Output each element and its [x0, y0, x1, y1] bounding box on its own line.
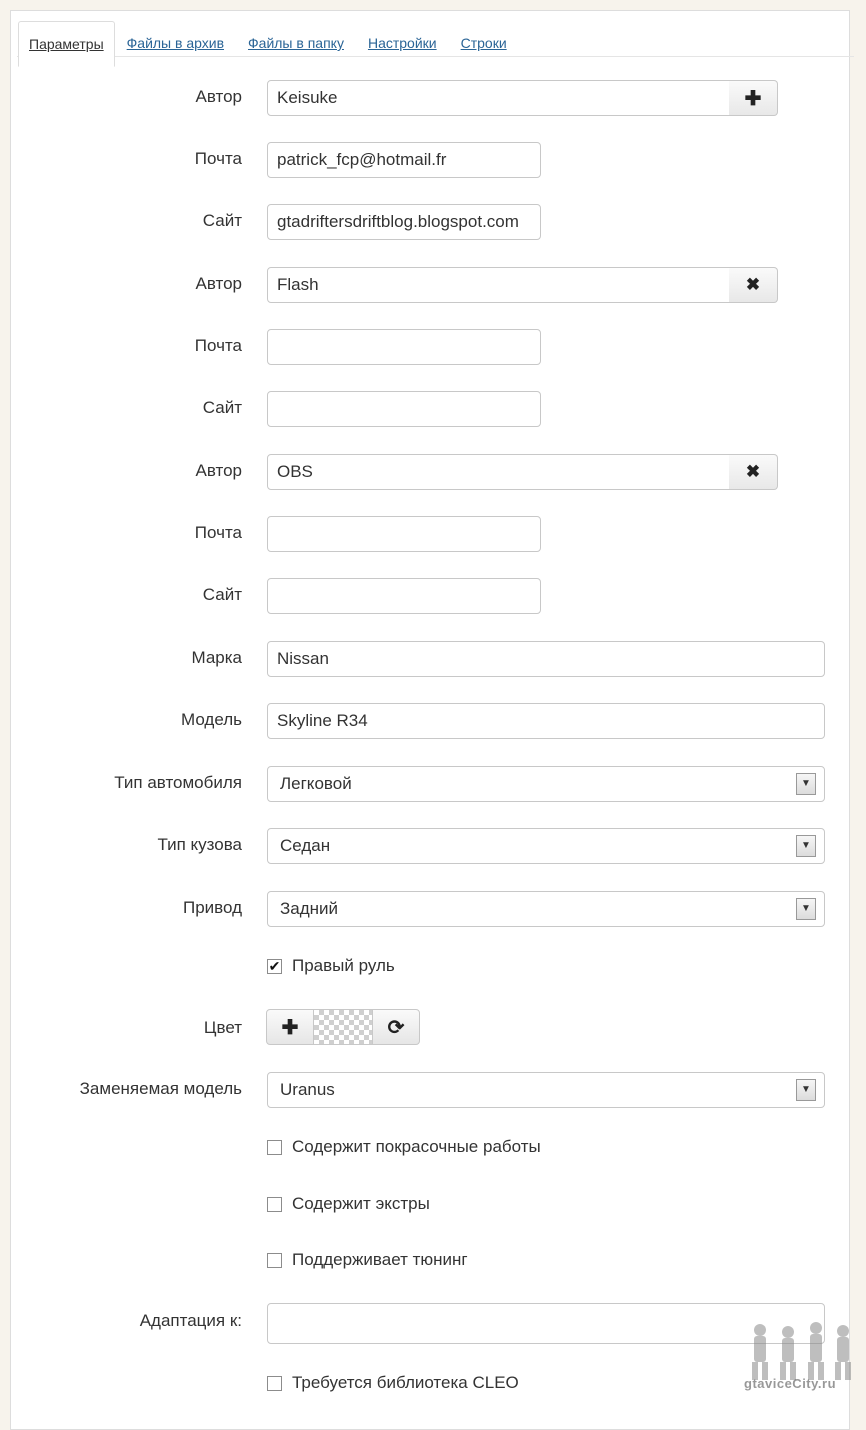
drive-select[interactable]: [267, 891, 825, 927]
site-label: Сайт: [202, 585, 242, 604]
brand-label: Марка: [191, 648, 242, 667]
site-input[interactable]: gtadriftersdriftblog.blogspot.com: [267, 204, 541, 240]
email-input[interactable]: [267, 329, 541, 365]
tab-archive-files[interactable]: Файлы в архив: [126, 35, 225, 51]
chevron-down-icon[interactable]: ▼: [796, 835, 816, 857]
add-color-button[interactable]: [266, 1009, 314, 1045]
tab-parameters[interactable]: Параметры: [18, 21, 115, 67]
extras-label: Содержит экстры: [292, 1194, 430, 1213]
drive-value: Задний: [280, 899, 339, 918]
right-hand-drive-label: Правый руль: [292, 956, 395, 975]
cleo-checkbox[interactable]: [267, 1376, 282, 1391]
remove-author-button[interactable]: [729, 267, 778, 303]
chevron-down-icon[interactable]: ▼: [796, 1079, 816, 1101]
adaptation-label: Адаптация к:: [139, 1311, 242, 1330]
right-hand-drive-checkbox[interactable]: ✔: [268, 958, 281, 974]
plus-icon: ✚: [744, 87, 762, 110]
color-picker: [266, 1009, 420, 1045]
color-swatch-transparent[interactable]: [314, 1009, 372, 1045]
paintjobs-label: Содержит покрасочные работы: [292, 1137, 541, 1156]
site-label: Сайт: [202, 398, 242, 417]
author-label: Автор: [195, 461, 242, 480]
vehicle-type-select[interactable]: [267, 766, 825, 802]
extras-option[interactable]: [267, 1194, 430, 1214]
tab-folder-files[interactable]: Файлы в папку: [248, 35, 344, 51]
body-type-select[interactable]: [267, 828, 825, 864]
body-type-value: Седан: [280, 836, 331, 855]
paintjobs-option[interactable]: [267, 1137, 541, 1157]
brand-input[interactable]: Nissan: [267, 641, 825, 677]
model-input[interactable]: Skyline R34: [267, 703, 825, 739]
email-input[interactable]: patrick_fcp@hotmail.fr: [267, 142, 541, 178]
drive-label: Привод: [182, 898, 242, 917]
refresh-icon: ⟳: [387, 1016, 405, 1039]
email-label: Почта: [194, 523, 242, 542]
site-input[interactable]: [267, 578, 541, 614]
replaced-model-label: Заменяемая модель: [79, 1079, 242, 1098]
chevron-down-icon[interactable]: ▼: [796, 773, 816, 795]
author-input[interactable]: OBS: [267, 454, 730, 490]
author-input[interactable]: Flash: [267, 267, 730, 303]
paintjobs-checkbox[interactable]: [267, 1140, 282, 1155]
model-label: Модель: [180, 710, 242, 729]
remove-icon: ✖: [745, 462, 761, 481]
replaced-model-select[interactable]: [267, 1072, 825, 1108]
site-label: Сайт: [202, 211, 242, 230]
replaced-model-value: Uranus: [280, 1080, 335, 1099]
remove-icon: ✖: [745, 275, 761, 294]
author-label: Автор: [195, 274, 242, 293]
vehicle-type-value: Легковой: [280, 774, 352, 793]
extras-checkbox[interactable]: [267, 1197, 282, 1212]
plus-icon: ✚: [281, 1016, 299, 1039]
author-label: Автор: [195, 87, 242, 106]
refresh-color-button[interactable]: [372, 1009, 420, 1045]
chevron-down-icon[interactable]: ▼: [796, 898, 816, 920]
body-type-label: Тип кузова: [157, 835, 242, 854]
watermark-text: gtaviceCity.ru: [744, 1376, 837, 1391]
site-input[interactable]: [267, 391, 541, 427]
tuning-checkbox[interactable]: [267, 1253, 282, 1268]
email-input[interactable]: [267, 516, 541, 552]
email-label: Почта: [194, 336, 242, 355]
email-label: Почта: [194, 149, 242, 168]
tab-strings[interactable]: Строки: [460, 35, 507, 51]
tuning-label: Поддерживает тюнинг: [292, 1250, 468, 1269]
cleo-label: Требуется библиотека CLEO: [292, 1373, 519, 1392]
remove-author-button[interactable]: [729, 454, 778, 490]
tuning-option[interactable]: [267, 1250, 468, 1270]
cleo-option[interactable]: [267, 1373, 519, 1393]
tab-settings[interactable]: Настройки: [367, 35, 437, 51]
author-input[interactable]: Keisuke: [267, 80, 730, 116]
color-label: Цвет: [203, 1018, 242, 1037]
add-author-button[interactable]: [729, 80, 778, 116]
right-hand-drive-option[interactable]: [267, 956, 395, 976]
tab-bar: [18, 10, 519, 67]
vehicle-type-label: Тип автомобиля: [114, 773, 242, 792]
